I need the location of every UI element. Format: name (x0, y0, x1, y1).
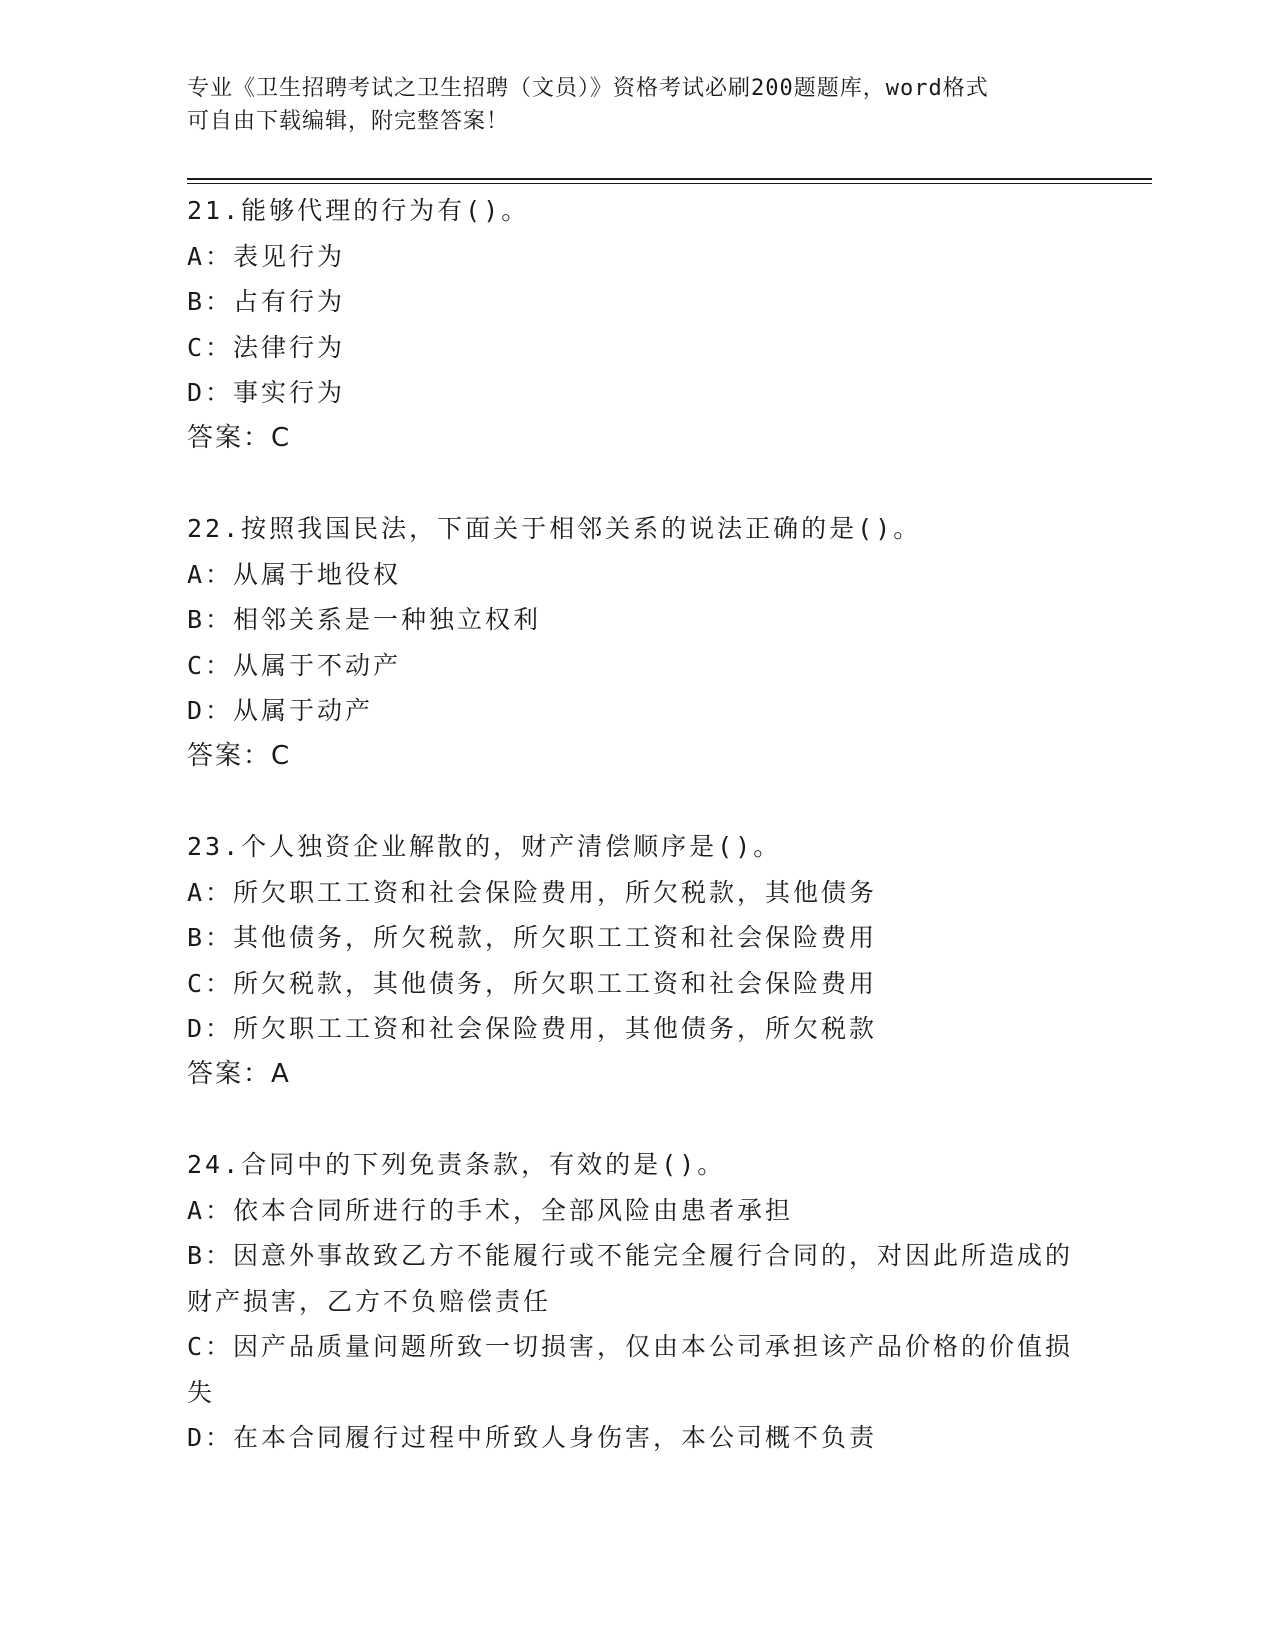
question-stem: 24.合同中的下列免责条款，有效的是()。 (187, 1150, 726, 1179)
header-line-1: 专业《卫生招聘考试之卫生招聘（文员）》资格考试必刷200题题库，word格式 (187, 76, 989, 101)
question-22 (187, 506, 1087, 779)
option-a: A：所欠职工工资和社会保险费用，所欠税款，其他债务 (187, 877, 878, 907)
option-b: B：相邻关系是一种独立权利 (187, 605, 542, 634)
question-stem: 21.能够代理的行为有()。 (187, 196, 530, 225)
answer: 答案：A (187, 1058, 291, 1089)
option-d: D：在本合同履行过程中所致人身伤害，本公司概不负责 (187, 1423, 878, 1452)
question-24 (187, 1142, 1087, 1461)
answer: 答案：C (187, 740, 292, 771)
option-a: A：表见行为 (187, 241, 346, 271)
option-c: C：从属于不动产 (187, 650, 402, 680)
option-d: D：从属于动产 (187, 696, 374, 725)
option-d: D：事实行为 (187, 378, 346, 407)
option-d: D：所欠职工工资和社会保险费用，其他债务，所欠税款 (187, 1014, 878, 1043)
option-a: A：从属于地役权 (187, 559, 402, 589)
question-23 (187, 824, 1087, 1097)
option-c: C：因产品质量问题所致一切损害，仅由本公司承担该产品价格的价值损失 (187, 1332, 1074, 1407)
option-c: C：法律行为 (187, 332, 346, 362)
question-21 (187, 188, 1087, 461)
option-b: B：占有行为 (187, 287, 346, 316)
question-stem: 22.按照我国民法，下面关于相邻关系的说法正确的是()。 (187, 514, 922, 543)
option-b: B：其他债务，所欠税款，所欠职工工资和社会保险费用 (187, 923, 878, 952)
header-line-2: 可自由下载编辑，附完整答案！ (187, 109, 510, 134)
question-stem: 23.个人独资企业解散的，财产清偿顺序是()。 (187, 832, 782, 861)
option-b: B：因意外事故致乙方不能履行或不能完全履行合同的，对因此所造成的财产损害，乙方不负赔偿责任 (187, 1241, 1074, 1316)
option-c: C：所欠税款，其他债务，所欠职工工资和社会保险费用 (187, 968, 878, 998)
option-a: A：依本合同所进行的手术，全部风险由患者承担 (187, 1195, 794, 1225)
document-header (187, 72, 1087, 138)
header-divider-thin (187, 183, 1152, 184)
header-divider-thick (187, 178, 1152, 180)
answer: 答案：C (187, 422, 292, 453)
question-list (187, 188, 1087, 1506)
